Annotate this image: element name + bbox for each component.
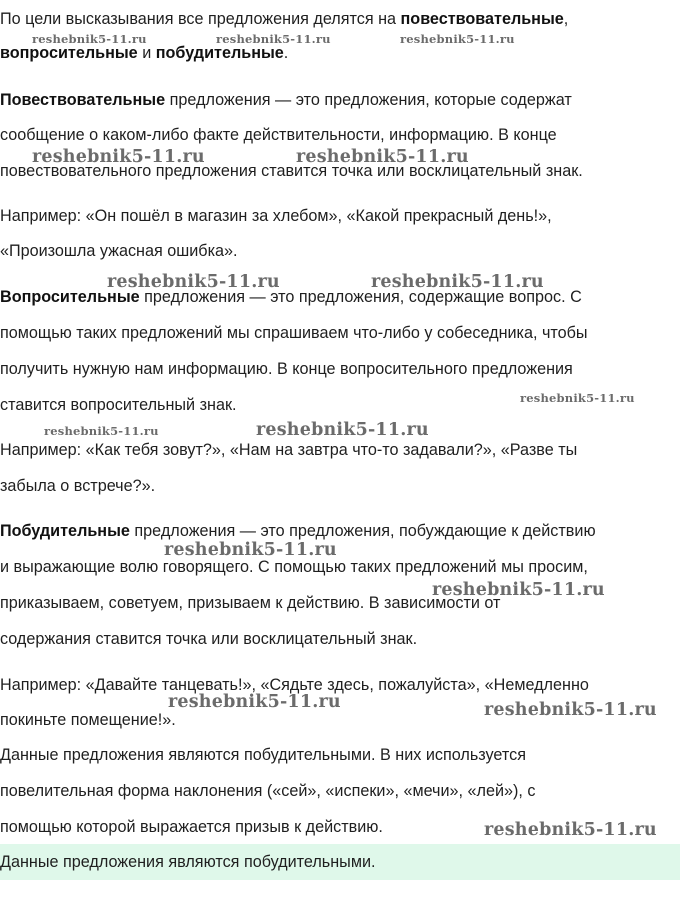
declarative-example-1: Например: «Он пошёл в магазин за хлебом», «Какой прекрасный день!»,: [0, 207, 552, 225]
intro-text: По цели высказывания все предложения делятся на: [0, 10, 401, 28]
term-imperative: побудительные: [155, 44, 284, 62]
analysis-line-1: Данные предложения являются побудительными. В них используется: [0, 746, 526, 764]
intro-text: ,: [563, 10, 569, 28]
watermark: reshebnik5-11.ru: [400, 32, 515, 46]
imperative-example-1: Например: «Давайте танцевать!», «Сядьте здесь, пожалуйста», «Немедленно: [0, 676, 589, 694]
intro-text: и: [137, 44, 156, 62]
interrogative-line-3: получить нужную нам информацию. В конце вопросительного предложения: [0, 360, 573, 378]
watermark: reshebnik5-11.ru: [371, 272, 544, 292]
watermark: reshebnik5-11.ru: [296, 147, 469, 167]
term-declarative: повествовательные: [400, 10, 564, 28]
analysis-line-2: повелительная форма наклонения («сей», «испеки», «мечи», «лей»), с: [0, 782, 536, 800]
watermark: reshebnik5-11.ru: [168, 692, 341, 712]
imperative-example-2: покиньте помещение!».: [0, 711, 176, 729]
intro-line-1: [0, 8, 568, 30]
declarative-line-2: сообщение о каком-либо факте действительности, информацию. В конце: [0, 126, 557, 144]
analysis-line-3: помощью которой выражается призыв к действию.: [0, 818, 383, 836]
intro-text: .: [283, 44, 289, 62]
interrogative-example-2: забыла о встрече?».: [0, 477, 156, 495]
interrogative-example-1: Например: «Как тебя зовут?», «Нам на завтра что-то задавали?», «Разве ты: [0, 441, 578, 459]
interrogative-text: предложения — это предложения, содержащие вопрос. С: [139, 288, 582, 306]
watermark: reshebnik5-11.ru: [44, 424, 159, 438]
watermark: reshebnik5-11.ru: [520, 391, 635, 405]
watermark: reshebnik5-11.ru: [164, 540, 337, 560]
watermark: reshebnik5-11.ru: [107, 272, 280, 292]
interrogative-line-2: помощью таких предложений мы спрашиваем что-либо у собеседника, чтобы: [0, 324, 588, 342]
watermark: reshebnik5-11.ru: [484, 700, 657, 720]
watermark: reshebnik5-11.ru: [32, 147, 205, 167]
watermark: reshebnik5-11.ru: [216, 32, 331, 46]
answer-text: Данные предложения являются побудительными.: [0, 853, 376, 871]
imperative-term: Побудительные: [0, 522, 130, 540]
answer-highlight: [0, 844, 680, 880]
watermark: reshebnik5-11.ru: [432, 580, 605, 600]
declarative-line-1: [0, 89, 572, 111]
imperative-line-3: приказываем, советуем, призываем к действию. В зависимости от: [0, 594, 501, 612]
declarative-term: Повествовательные: [0, 91, 166, 109]
declarative-text: предложения — это предложения, которые содержат: [165, 91, 572, 109]
interrogative-term: Вопросительные: [0, 288, 140, 306]
watermark: reshebnik5-11.ru: [256, 420, 429, 440]
imperative-line-1: [0, 520, 596, 542]
declarative-example-2: «Произошла ужасная ошибка».: [0, 242, 238, 260]
watermark: reshebnik5-11.ru: [32, 32, 147, 46]
declarative-line-3: повествовательного предложения ставится точка или восклицательный знак.: [0, 162, 583, 180]
imperative-line-2: и выражающие волю говорящего. С помощью таких предложений мы просим,: [0, 558, 588, 576]
watermark: reshebnik5-11.ru: [484, 820, 657, 840]
interrogative-line-4: ставится вопросительный знак.: [0, 396, 237, 414]
imperative-text: предложения — это предложения, побуждающие к действию: [129, 522, 596, 540]
imperative-line-4: содержания ставится точка или восклицательный знак.: [0, 630, 418, 648]
term-interrogative: вопросительные: [0, 44, 138, 62]
